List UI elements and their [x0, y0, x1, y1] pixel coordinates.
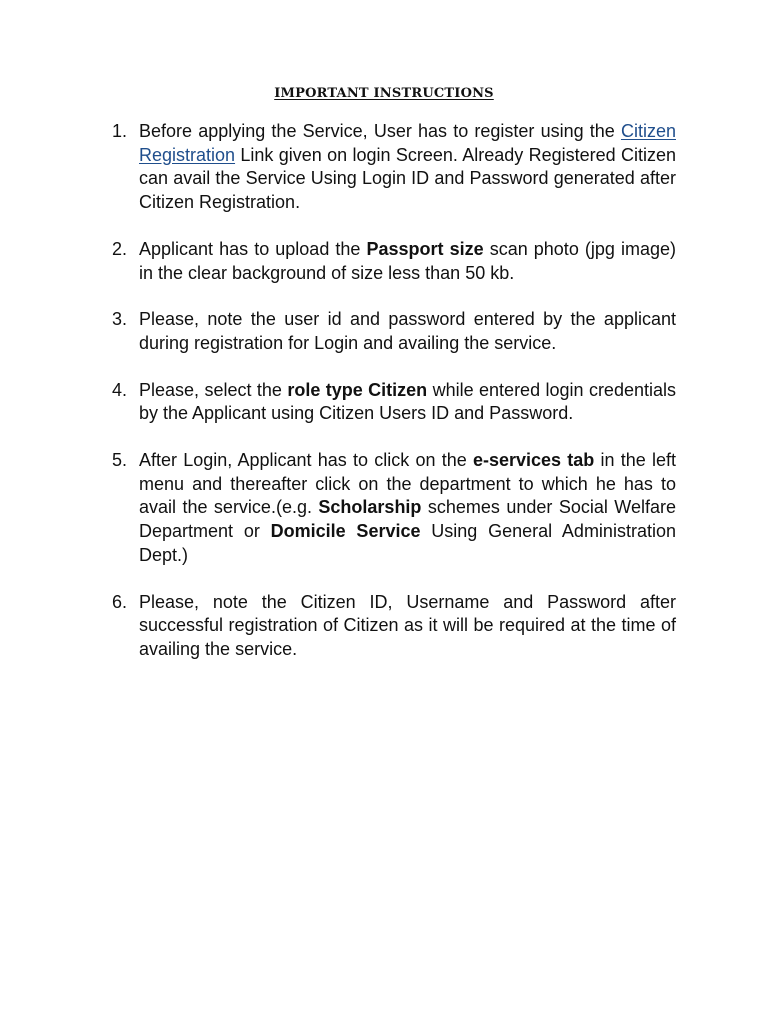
item-number: 1.: [112, 121, 128, 141]
text-segment: Using General Administration Dept.): [139, 521, 676, 565]
page-title: IMPORTANT INSTRUCTIONS: [274, 86, 494, 101]
bold-text: Domicile Service: [270, 521, 421, 542]
instruction-item-4: [112, 379, 676, 426]
bold-text: role type Citizen: [287, 379, 428, 400]
item-text: [139, 449, 676, 568]
bold-text: Passport size: [366, 238, 484, 259]
item-number: 6.: [112, 591, 128, 612]
item-number: 5.: [112, 450, 128, 471]
text-segment: Please, select the: [139, 379, 288, 400]
bold-text: Scholarship: [318, 497, 422, 518]
text-segment: scan photo (jpg image) in the clear background of size less than 50 kb.: [139, 238, 676, 283]
instruction-item-1: [112, 120, 676, 215]
text-segment: in the left menu and thereafter click on the department to which he has to avail the service.(e.g.: [139, 450, 677, 518]
text-segment: Link given on login Screen. Already Registered Citizen can avail the Service Using Login ID and Password generated after Citizen Registration.: [139, 144, 676, 213]
text-segment: schemes under Social Welfare Department or: [139, 497, 676, 542]
item-text: [139, 379, 676, 426]
item-text: [139, 308, 676, 355]
text-segment: Please, note the Citizen ID, Username and Password after successful registration of Citizen as it will be required at the time of availing the service.: [139, 591, 676, 659]
text-segment: Before applying the Service, User has to register using the: [139, 121, 621, 141]
item-text: [139, 591, 676, 662]
text-segment: Applicant has to upload the: [139, 238, 367, 259]
citizen-registration-link[interactable]: Citizen Registration: [139, 121, 676, 165]
instruction-item-2: [112, 238, 676, 285]
item-number: 2.: [112, 238, 128, 259]
text-segment: Please, note the user id and password entered by the applicant during registration for Login and availing the service.: [139, 309, 676, 353]
item-text: [139, 238, 676, 285]
instruction-item-5: [112, 449, 676, 568]
text-segment: while entered login credentials by the Applicant using Citizen Users ID and Password.: [139, 379, 676, 424]
item-number: 3.: [112, 309, 128, 330]
instruction-item-6: [112, 591, 676, 662]
bold-text: e-services tab: [472, 450, 595, 471]
item-number: 4.: [112, 379, 128, 400]
item-text: [139, 120, 676, 215]
instruction-item-3: [112, 308, 676, 355]
text-segment: After Login, Applicant has to click on the: [139, 450, 473, 471]
instructions-list: [112, 120, 676, 685]
